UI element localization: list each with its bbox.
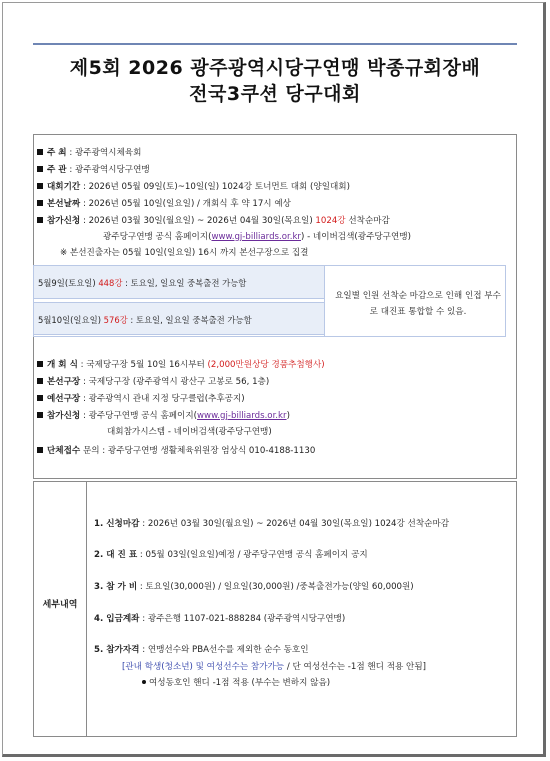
info-final-date: 본선날짜 : 2026년 05월 10일(일요일) / 개회식 후 약 17시 예상 [37, 197, 291, 209]
website-link[interactable]: www.gj-billiards.or.kr [197, 411, 287, 421]
schedule-divider [324, 266, 325, 336]
detail-item [94, 643, 309, 655]
details-side-label [33, 481, 87, 737]
info-red: (2,000만원상당 경품추첨행사) [207, 360, 325, 370]
info-value: : 국제당구장 5월 10일 16시부터 [80, 360, 205, 370]
detail-item [94, 517, 449, 529]
schedule-round: 448강 [98, 278, 123, 288]
info-red: 1024강 [315, 216, 346, 226]
bullet-icon [37, 361, 43, 367]
schedule-text [38, 277, 246, 289]
bullet-icon [37, 395, 43, 401]
info-label: 주 최 [47, 148, 67, 158]
info-label: 개 회 식 [47, 360, 78, 370]
info-organizer: 주 관 : 광주광역시당구연맹 [37, 163, 150, 175]
info-label: 참가신청 [47, 411, 81, 421]
info-opening [37, 358, 325, 370]
reg-prefix: 광주당구연맹 공식 홈페이지( [103, 232, 212, 242]
info-value: : 광주당구연맹 공식 홈페이지( [82, 411, 198, 421]
info-label: 본선구장 [47, 377, 81, 387]
info-label: 대회기간 [47, 182, 81, 192]
detail-item [94, 548, 368, 560]
info-label: 참가신청 [47, 216, 81, 226]
info-apply [37, 409, 290, 421]
info-suffix: ) [286, 411, 290, 421]
item-value: : 광주은행 1107-021-888284 (광주광역시당구연맹) [142, 614, 346, 624]
schedule-date: 5월10일(일요일) [38, 315, 101, 325]
female-handicap-note [142, 676, 330, 688]
bullet-dot-icon [142, 680, 146, 684]
qual-blue: [관내 학생(청소년) 및 여성선수는 참가가능 [122, 662, 285, 672]
bullet-icon [37, 378, 43, 384]
bullet-icon [37, 200, 43, 206]
bullet-icon [37, 166, 43, 172]
item-value: : 토요일(30,000원) / 일요일(30,000원) /중복출전가능(양일 60,000원) [139, 582, 414, 592]
detail-item [94, 580, 414, 592]
info-value: 광주광역시체육회 [74, 148, 142, 158]
info-label: 본선날짜 [47, 199, 81, 209]
info-host: 주 최 : 광주광역시체육회 [37, 146, 141, 158]
detail-item [94, 612, 345, 624]
info-label: 예선구장 [47, 394, 81, 404]
top-rule [33, 43, 517, 45]
item-num: 1. 신청마감 [94, 519, 140, 529]
info-group [37, 444, 315, 456]
schedule-text [38, 314, 252, 326]
final-note: ※ 본선진출자는 05월 10일(일요일) 16시 까지 본선구장으로 집결 [60, 248, 309, 258]
bullet-icon [37, 447, 43, 453]
item-num: 5. 참가자격 [94, 645, 140, 655]
info-prelim [37, 392, 245, 404]
bullet-icon [37, 183, 43, 189]
registration-line-2 [103, 230, 411, 242]
schedule-note: 요일별 인원 선착순 마감으로 인해 인접 부수로 대진표 통합할 수 있음. [335, 291, 501, 317]
apply-line-2: 대회참가시스템 - 네이버검색(광주당구연맹) [107, 427, 272, 437]
item-value: : 2026년 03월 30일(월요일) ~ 2026년 04월 30일(목요일) 1024강 선착순마감 [142, 519, 450, 529]
info-value: 2026년 03월 30일(월요일) ~ 2026년 04월 30일(목요일) [88, 216, 313, 226]
bullet-icon [37, 412, 43, 418]
schedule-table [33, 265, 506, 337]
info-suffix: 선착순마감 [348, 216, 390, 226]
schedule-rest: : 토요일, 일요일 중복출전 가능함 [122, 278, 247, 288]
schedule-row [34, 266, 324, 299]
schedule-round: 576강 [103, 315, 128, 325]
info-value: : 광주광역시 관내 지정 당구클럽(추후공지) [82, 394, 245, 404]
item-value: : 연맹선수와 PBA선수를 제외한 순수 동호인 [142, 645, 309, 655]
item-num: 3. 참 가 비 [94, 582, 138, 592]
qual-rest: / 단 여성선수는 -1점 핸디 적용 안됨] [284, 662, 426, 672]
item-num: 4. 입금계좌 [94, 614, 140, 624]
info-value: 광주광역시당구연맹 [74, 165, 150, 175]
reg-suffix: ) - 네이버검색(광주당구연맹) [300, 232, 411, 242]
info-label: 주 관 [47, 165, 67, 175]
qual-line3: 여성동호인 핸디 -1점 적용 (부수는 변하지 않음) [149, 678, 331, 688]
title-line-2: 전국3쿠션 당구대회 [189, 83, 361, 105]
side-label-text: 세부내역 [42, 600, 78, 610]
schedule-row [34, 302, 324, 335]
schedule-rest: : 토요일, 일요일 중복출전 가능함 [127, 315, 252, 325]
bullet-icon [37, 149, 43, 155]
item-value: : 05월 03일(일요일)예정 / 광주당구연맹 공식 홈페이지 공지 [139, 550, 368, 560]
bullet-icon [37, 217, 43, 223]
info-label: 단체접수 [47, 446, 81, 456]
info-value: 2026년 05월 09일(토)~10일(일) 1024강 토너먼트 대회 (양일대회) [88, 182, 350, 192]
info-registration: 참가신청 : 2026년 03월 30일(월요일) ~ 2026년 04월 30일(목요일) 1024강 선착순마감 [37, 214, 390, 226]
item-num: 2. 대 진 표 [94, 550, 138, 560]
info-venue [37, 375, 269, 387]
title-line-1: 제5회 2026 광주광역시당구연맹 박종규회장배 [69, 57, 481, 79]
info-value: 2026년 05월 10일(일요일) / 개회식 후 약 17시 예상 [88, 199, 291, 209]
website-link[interactable]: www.gj-billiards.or.kr [211, 232, 301, 242]
info-value: 문의 : 광주당구연맹 생활체육위원장 엄상식 010-4188-1130 [82, 446, 316, 456]
info-value: : 국제당구장 (광주광역시 광산구 고봉로 56, 1층) [82, 377, 270, 387]
schedule-date: 5월9일(토요일) [38, 278, 96, 288]
info-period: 대회기간 : 2026년 05월 09일(토)~10일(일) 1024강 토너먼트 대회 (양일대회) [37, 180, 350, 192]
qualification-note [122, 660, 426, 672]
